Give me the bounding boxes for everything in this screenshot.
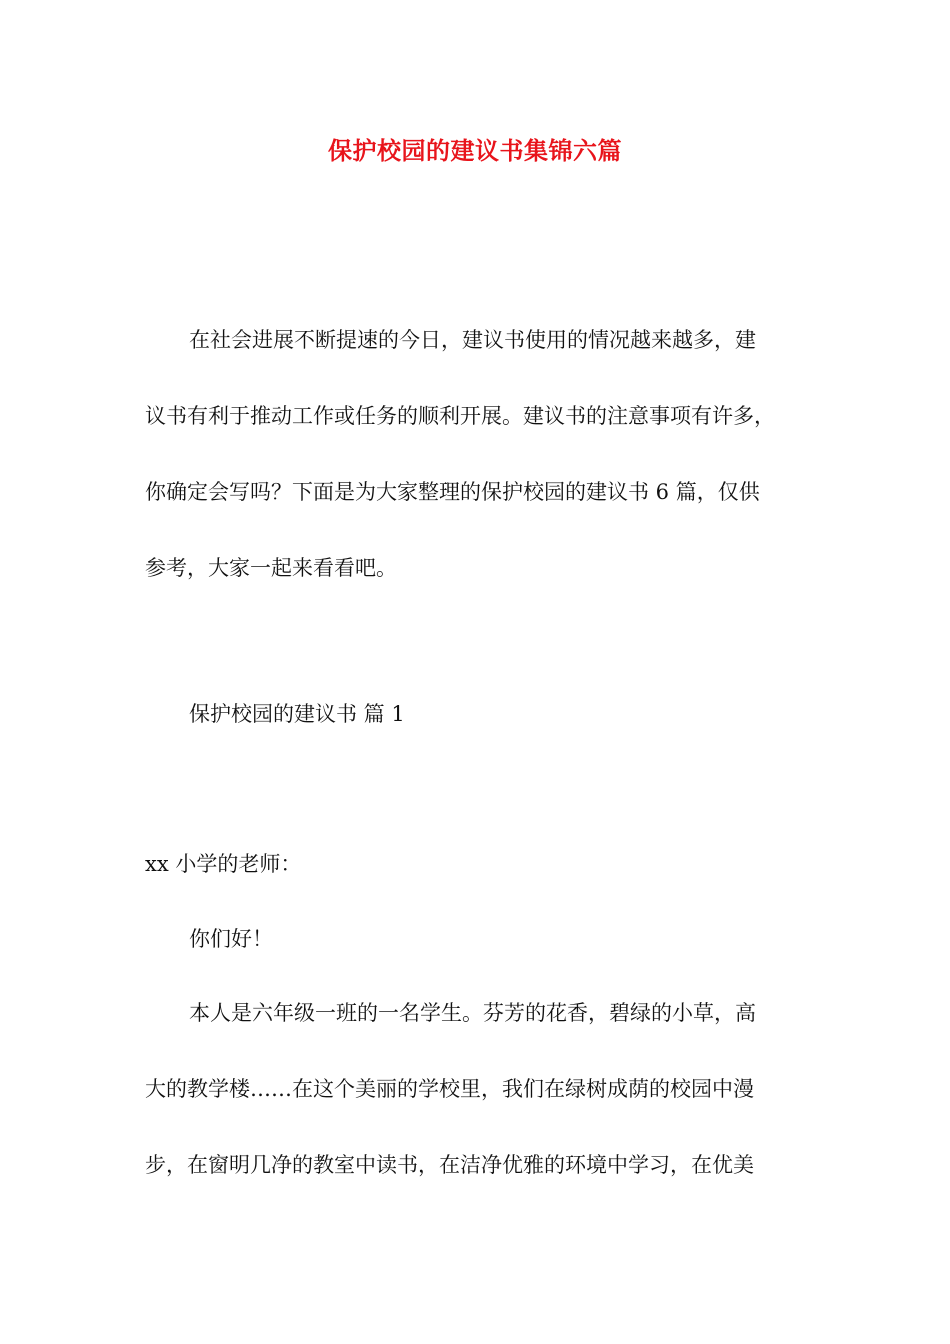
body-line-3: 步，在窗明几净的教室中读书，在洁净优雅的环境中学习，在优美 [145, 1153, 754, 1177]
letter-salutation: xx 小学的老师： [145, 852, 302, 876]
intro-line-1: 在社会进展不断提速的今日，建议书使用的情况越来越多，建 [189, 328, 756, 352]
body-paragraph [145, 975, 805, 1203]
body-line-1: 本人是六年级一班的一名学生。芬芳的花香，碧绿的小草，高 [189, 1001, 756, 1025]
intro-line-4: 参考，大家一起来看看吧。 [145, 556, 397, 580]
letter-greeting: 你们好！ [189, 927, 273, 951]
body-line-2: 大的教学楼……在这个美丽的学校里，我们在绿树成荫的校园中漫 [145, 1077, 754, 1101]
intro-line-3: 你确定会写吗？下面是为大家整理的保护校园的建议书 6 篇，仅供 [145, 480, 760, 504]
document-title: 保护校园的建议书集锦六篇 [328, 136, 622, 165]
section-heading: 保护校园的建议书 篇 1 [189, 702, 405, 726]
intro-paragraph [145, 302, 805, 606]
intro-line-2: 议书有利于推动工作或任务的顺利开展。建议书的注意事项有许多， [145, 404, 775, 428]
